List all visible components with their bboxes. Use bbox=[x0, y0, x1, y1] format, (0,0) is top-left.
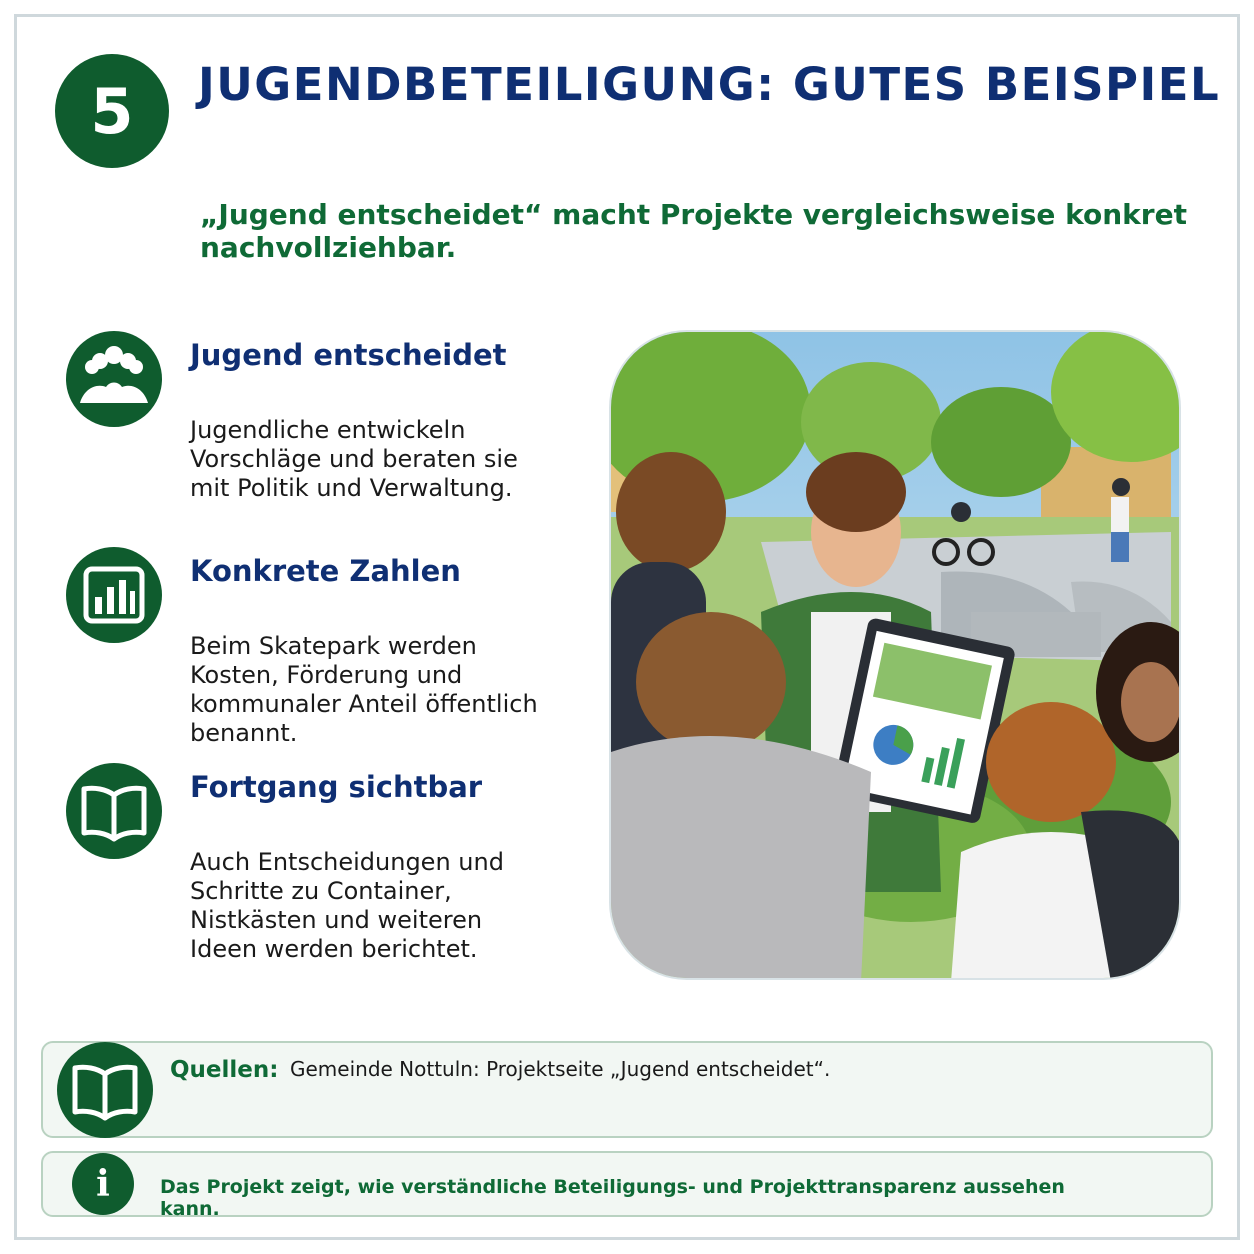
sources-label: Quellen: bbox=[170, 1057, 279, 1083]
page-title: JUGENDBETEILIGUNG: GUTES BEISPIEL bbox=[198, 58, 1221, 111]
info-icon: i bbox=[72, 1153, 134, 1215]
section-number-badge: 5 bbox=[55, 54, 169, 168]
illustration-youth-skatepark bbox=[609, 330, 1181, 980]
bar-chart-icon bbox=[66, 547, 162, 643]
page-subtitle: „Jugend entscheidet“ macht Projekte vergleichsweise konkret nachvollziehbar. bbox=[200, 198, 1187, 264]
open-book-icon bbox=[66, 763, 162, 859]
feature-text-zahlen: Beim Skatepark werden Kosten, Förderung und kommunaler Anteil öffentlich benannt. bbox=[190, 632, 538, 747]
feature-title-fortgang: Fortgang sichtbar bbox=[190, 770, 483, 804]
feature-text-jugend: Jugendliche entwickeln Vorschläge und beraten sie mit Politik und Verwaltung. bbox=[190, 416, 518, 502]
feature-title-jugend: Jugend entscheidet bbox=[190, 338, 507, 372]
info-text: Das Projekt zeigt, wie verständliche Beteiligungs- und Projekttransparenz aussehen kann. bbox=[160, 1176, 1065, 1220]
group-people-icon bbox=[66, 331, 162, 427]
feature-text-fortgang: Auch Entscheidungen und Schritte zu Container, Nistkästen und weiteren Ideen werden berichtet. bbox=[190, 848, 504, 963]
sources-box bbox=[41, 1041, 1213, 1138]
sources-text: Gemeinde Nottuln: Projektseite „Jugend entscheidet“. bbox=[290, 1057, 831, 1081]
open-book-icon bbox=[57, 1042, 153, 1138]
feature-title-zahlen: Konkrete Zahlen bbox=[190, 554, 461, 588]
